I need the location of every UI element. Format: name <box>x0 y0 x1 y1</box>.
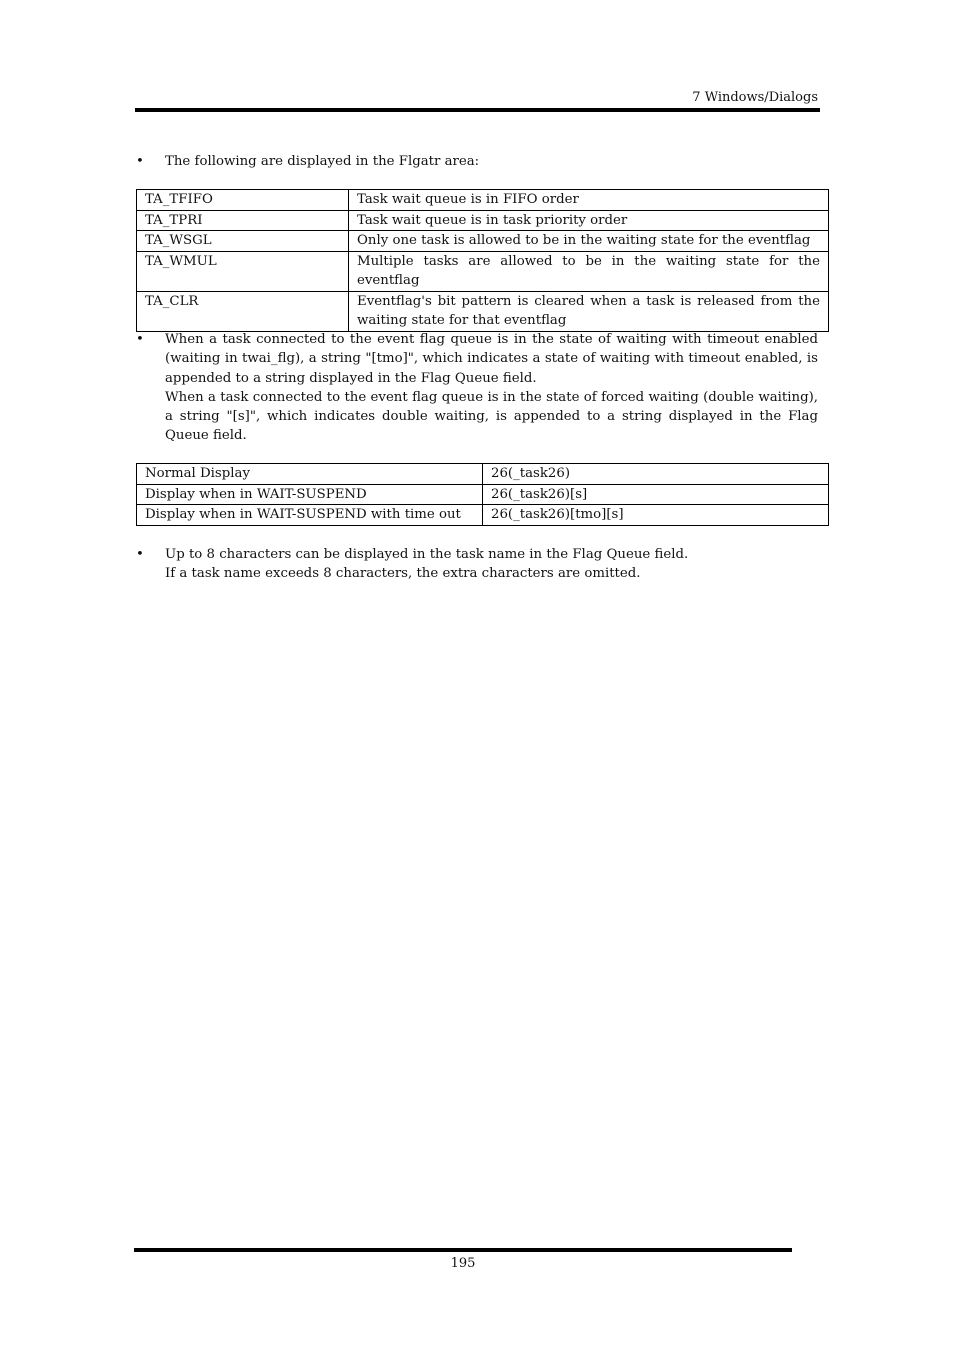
table-row <box>137 231 829 252</box>
flgatr-key: TA_CLR <box>137 291 349 331</box>
flgatr-desc: Task wait queue is in task priority order <box>349 210 829 231</box>
display-label: Display when in WAIT-SUSPEND with time out <box>137 505 483 526</box>
paragraph-omitted: If a task name exceeds 8 characters, the extra characters are omitted. <box>165 566 641 582</box>
flgatr-desc: Task wait queue is in FIFO order <box>349 190 829 211</box>
flgatr-key: TA_TFIFO <box>137 190 349 211</box>
bullet-marker: • <box>136 154 144 169</box>
display-table <box>136 463 829 526</box>
bullet-text: The following are displayed in the Flgatr area: <box>165 154 480 169</box>
header-rule <box>135 108 820 112</box>
flgatr-table <box>136 189 829 332</box>
bullet-body <box>165 545 818 584</box>
display-value: 26(_task26)[s] <box>483 484 829 505</box>
flgatr-desc: Multiple tasks are allowed to be in the waiting state for the eventflag <box>349 251 829 291</box>
flgatr-key: TA_TPRI <box>137 210 349 231</box>
bullet-waiting-strings <box>136 330 818 446</box>
table-row <box>137 291 829 331</box>
table-row <box>137 251 829 291</box>
display-label: Normal Display <box>137 464 483 485</box>
display-value: 26(_task26) <box>483 464 829 485</box>
table-row <box>137 190 829 211</box>
paragraph-double-wait: When a task connected to the event flag queue is in the state of forced waiting (double waiting), a string "[s]", which indicates double waiting, is appended to a string displayed in the Flag Queue field. <box>165 389 818 444</box>
flgatr-key: TA_WMUL <box>137 251 349 291</box>
table-row <box>137 210 829 231</box>
page-number: 195 <box>450 1256 476 1271</box>
bullet-body <box>165 330 818 446</box>
table-row <box>137 505 829 526</box>
footer-rule <box>134 1248 792 1252</box>
page-header-section: 7 Windows/Dialogs <box>692 90 818 105</box>
flgatr-desc: Only one task is allowed to be in the waiting state for the eventflag <box>349 231 829 252</box>
paragraph-limit: Up to 8 characters can be displayed in the task name in the Flag Queue field. <box>165 547 689 562</box>
display-value: 26(_task26)[tmo][s] <box>483 505 829 526</box>
bullet-marker: • <box>136 332 144 347</box>
bullet-task-name-limit <box>136 545 818 584</box>
flgatr-desc: Eventflag's bit pattern is cleared when a task is released from the waiting state for that eventflag <box>349 291 829 331</box>
table-row <box>137 484 829 505</box>
paragraph-timeout: When a task connected to the event flag queue is in the state of waiting with timeout enabled (waiting in twai_flg), a string "[tmo]", which indicates a state of waiting with timeout enabled, is appended to a string displayed in the Flag Queue field. <box>165 332 818 386</box>
bullet-flgatr-intro <box>136 152 818 171</box>
display-label: Display when in WAIT-SUSPEND <box>137 484 483 505</box>
flgatr-key: TA_WSGL <box>137 231 349 252</box>
bullet-marker: • <box>136 547 144 562</box>
table-row <box>137 464 829 485</box>
